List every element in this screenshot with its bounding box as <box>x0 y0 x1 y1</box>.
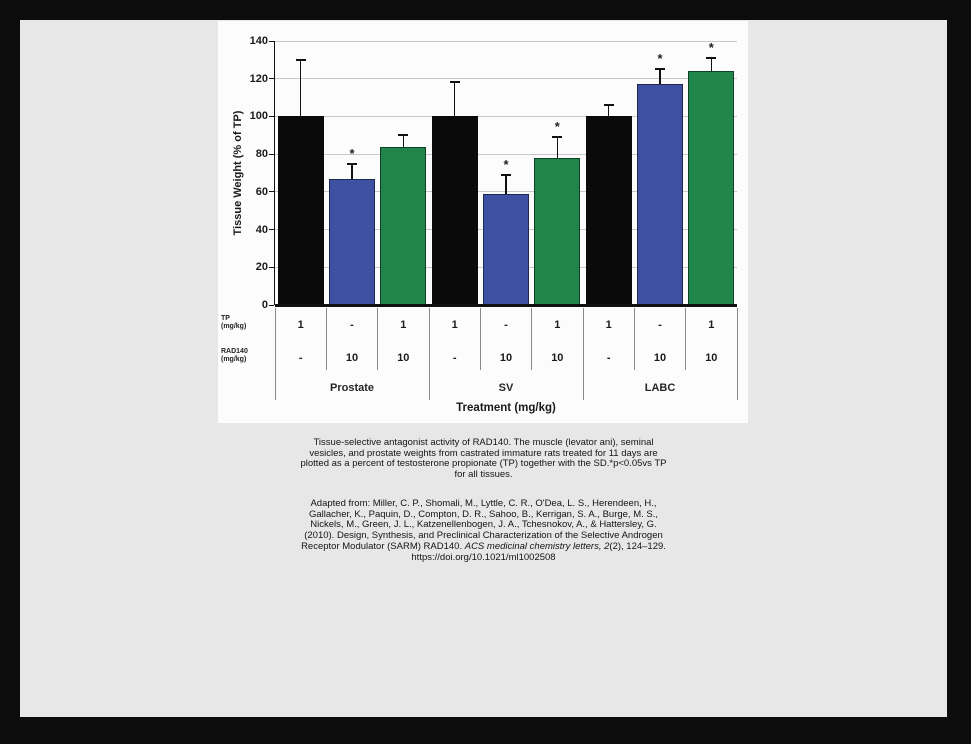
y-tick-label: 140 <box>249 35 268 47</box>
y-tick-60 <box>269 191 274 192</box>
x-axis-line <box>275 304 737 307</box>
significance-asterisk: * <box>657 51 663 67</box>
citation-line-segment: (2), 124–129. <box>609 540 666 552</box>
x-axis-title: Treatment (mg/kg) <box>456 402 556 414</box>
dose-row-label: TP <box>221 315 230 322</box>
significance-asterisk: * <box>349 145 355 161</box>
bar-prostate-1 <box>278 116 324 305</box>
y-tick-label: 40 <box>255 223 268 236</box>
error-bar-cap <box>296 59 306 61</box>
dose-cell: 1 <box>297 319 304 331</box>
y-tick-100 <box>269 116 274 117</box>
error-bar <box>659 69 661 84</box>
y-axis-line <box>274 41 276 305</box>
y-tick-label: 20 <box>255 261 268 274</box>
error-bar-cap <box>398 134 408 136</box>
dose-cell: 1 <box>554 319 561 331</box>
group-label-sv: SV <box>498 382 514 394</box>
y-tick-0 <box>269 305 274 306</box>
y-tick-label: 120 <box>249 72 268 85</box>
dose-cell: 10 <box>551 352 564 364</box>
citation-line-segment: Receptor Modulator (SARM) RAD140. <box>301 540 465 552</box>
y-tick-label: 60 <box>255 185 268 198</box>
bar-sv-3 <box>534 158 580 305</box>
dose-cell: - <box>350 319 354 331</box>
error-bar-cap <box>706 57 716 59</box>
dose-cell: 1 <box>605 319 612 331</box>
y-tick-label: 100 <box>249 110 268 123</box>
error-bar <box>557 137 559 158</box>
error-bar-cap <box>655 68 665 70</box>
error-bar <box>505 175 507 194</box>
dose-cell: - <box>452 352 457 364</box>
dose-cell: - <box>504 319 508 331</box>
dose-row-label: RAD140 <box>221 348 248 355</box>
y-tick-140 <box>269 41 274 42</box>
dose-row-header <box>221 348 273 364</box>
dose-row-unit: (mg/kg) <box>221 356 247 363</box>
y-tick-label: 80 <box>255 148 268 161</box>
dose-cell: 10 <box>499 352 513 364</box>
group-label-prostate: Prostate <box>329 382 375 394</box>
bar-sv-2 <box>483 194 529 305</box>
dose-cell: 10 <box>397 352 410 364</box>
error-bar <box>454 82 456 116</box>
caption-line: vesicles, and prostate weights from castrated immature rats treated for 11 days are <box>309 447 658 459</box>
dose-cell: 10 <box>345 352 359 364</box>
citation-text <box>20 499 947 563</box>
error-bar <box>351 164 353 179</box>
caption-line: for all tissues. <box>454 469 513 481</box>
citation-line-segment: Nickels, M., Green, J. L., Katzenellenbogen, J. A., Tchesnokov, A., & Hattersley, G. <box>310 519 657 531</box>
caption-line: plotted as a percent of testosterone propionate (TP) together with the SD.*p<0.05vs TP <box>300 458 667 470</box>
bar-chart <box>218 21 748 423</box>
error-bar <box>403 135 405 146</box>
dose-cell: 10 <box>705 352 718 364</box>
significance-asterisk: * <box>554 119 560 135</box>
bar-sv-1 <box>432 116 478 305</box>
error-bar-cap <box>347 163 357 165</box>
gridline-140 <box>275 41 737 42</box>
dose-row-unit: (mg/kg) <box>221 323 247 330</box>
citation-line-segment: (2010). Design, Synthesis, and Preclinical Characterization of the Selective Androgen <box>304 530 663 542</box>
error-bar-cap <box>604 104 614 106</box>
error-bar-cap <box>450 81 460 83</box>
bar-labc-3 <box>688 71 734 305</box>
y-tick-120 <box>269 78 274 79</box>
citation-line-segment: Gallacher, K., Paquin, D., Compton, D. R., Sahoo, B., Kerrigan, S. A., Burge, M. S., <box>308 508 659 520</box>
y-tick-40 <box>269 229 274 230</box>
bar-labc-2 <box>637 84 683 305</box>
dose-cell: - <box>606 352 611 364</box>
y-tick-label: 0 <box>261 299 268 311</box>
dose-row-header <box>221 315 273 331</box>
bar-prostate-3 <box>380 147 426 305</box>
y-axis-title: Tissue Weight (% of TP) <box>232 110 244 236</box>
gridline-120 <box>275 78 737 79</box>
y-tick-80 <box>269 154 274 155</box>
citation-line-segment: Adapted from: Miller, C. P., Shomali, M., Lyttle, C. R., O'Dea, L. S., Herendeen, H., <box>310 498 657 509</box>
caption-line: Tissue-selective antagonist activity of RAD140. The muscle (levator ani), seminal <box>313 437 654 448</box>
dose-cell: 1 <box>708 319 715 331</box>
error-bar-cap <box>552 136 562 138</box>
error-bar <box>711 58 713 71</box>
bar-prostate-2 <box>329 179 375 305</box>
significance-asterisk: * <box>503 156 509 172</box>
dose-cell: - <box>658 319 662 331</box>
dose-cell: - <box>298 352 303 364</box>
y-tick-20 <box>269 267 274 268</box>
figure-panel <box>218 21 748 423</box>
error-bar-cap <box>501 174 511 176</box>
error-bar <box>300 60 302 117</box>
significance-asterisk: * <box>708 39 714 55</box>
figure-caption <box>20 438 947 481</box>
dose-cell: 1 <box>400 319 407 331</box>
dose-cell: 10 <box>653 352 667 364</box>
error-bar <box>608 105 610 116</box>
bar-labc-1 <box>586 116 632 305</box>
document-page <box>20 20 947 717</box>
dose-cell: 1 <box>451 319 458 331</box>
citation-journal-italic: ACS medicinal chemistry letters, 2 <box>464 540 610 552</box>
group-label-labc: LABC <box>644 382 676 394</box>
citation-line-segment: https://doi.org/10.1021/ml1002508 <box>411 551 556 563</box>
